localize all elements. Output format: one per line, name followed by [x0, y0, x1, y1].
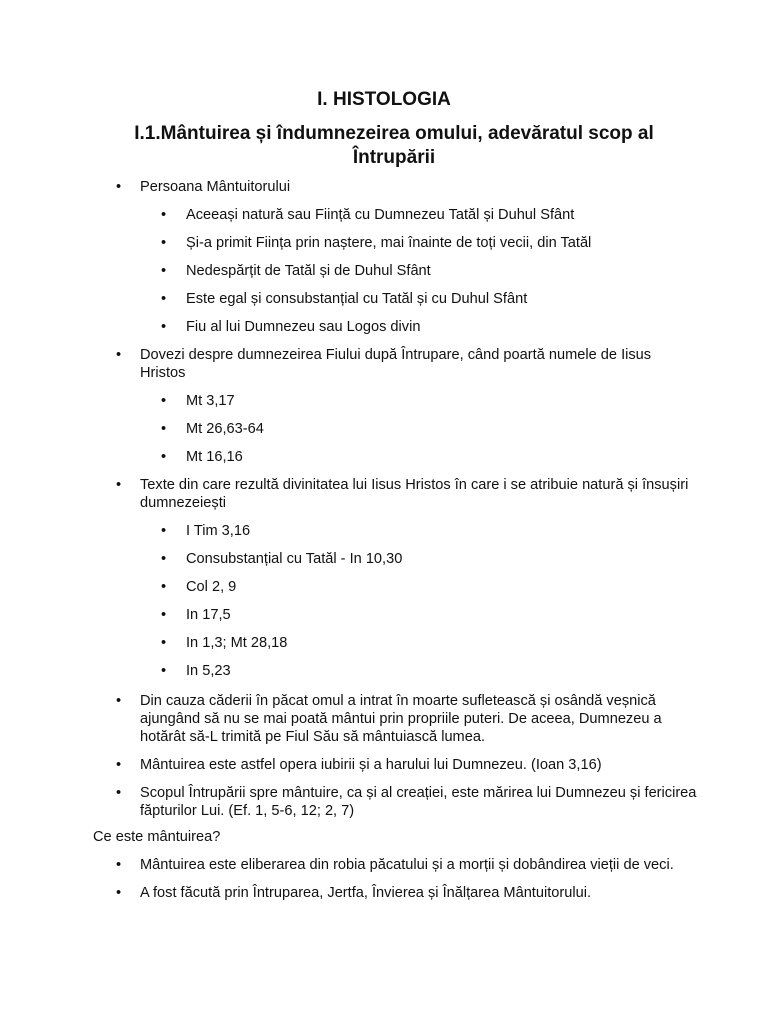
list-item-text: Scopul Întrupării spre mântuire, ca și al creației, este mărirea lui Dumnezeu și fericirea făpturilor Lui. (Ef. 1, 5-6, 12; 2, 7)	[140, 785, 697, 819]
list-item-divinity-proofs	[0, 346, 768, 382]
sub-list-item-text: In 5,23	[186, 663, 231, 679]
bullet: •	[116, 347, 122, 363]
document-subtitle: I.1.Mântuirea și îndumnezeirea omului, adevăratul scop al Întrupării	[134, 123, 654, 168]
sub-list-item-text: Mt 26,63-64	[186, 421, 264, 437]
sub-list-item	[0, 634, 768, 652]
sub-list-item	[0, 206, 768, 224]
sub-list-item	[0, 392, 768, 410]
list-item-salvation-means	[0, 884, 768, 902]
bullet: •	[116, 757, 122, 773]
sub-list-item	[0, 578, 768, 596]
bullet: •	[161, 449, 167, 465]
sub-list-item-text: Mt 3,17	[186, 393, 235, 409]
list-item-work-of-love	[0, 756, 768, 774]
bullet: •	[116, 885, 122, 901]
list-item-text: Din cauza căderii în păcat omul a intrat în moarte sufletească și osândă veșnică ajungând să nu se mai poată mântui prin propriile puteri. De aceea, Dumnezeu a hotărât să-L trimită pe Fiul Său să mântuiască lumea.	[140, 693, 662, 745]
sub-list-item	[0, 262, 768, 280]
bullet: •	[161, 523, 167, 539]
question-heading: Ce este mântuirea?	[93, 829, 221, 845]
list-item-text: Mântuirea este eliberarea din robia păcatului și a morții și dobândirea vieții de veci.	[140, 857, 674, 873]
sub-list-item	[0, 522, 768, 540]
bullet: •	[161, 291, 167, 307]
bullet: •	[161, 207, 167, 223]
sub-list-item-text: In 17,5	[186, 607, 231, 623]
sub-list-item-text: Și-a primit Ființa prin naștere, mai înainte de toți vecii, din Tatăl	[186, 235, 592, 251]
sub-list-item-text: Consubstanțial cu Tatăl - In 10,30	[186, 551, 403, 567]
sub-list-item-text: Mt 16,16	[186, 449, 243, 465]
sub-list-item-text: Este egal și consubstanțial cu Tatăl și cu Duhul Sfânt	[186, 291, 528, 307]
list-item-divinity-texts	[0, 476, 768, 512]
sub-list-item-text: Col 2, 9	[186, 579, 237, 595]
bullet: •	[161, 393, 167, 409]
document-title: I. HISTOLOGIA	[317, 89, 451, 110]
bullet: •	[161, 635, 167, 651]
list-item-fall-into-sin	[0, 692, 768, 746]
list-item-text: Texte din care rezultă divinitatea lui Iisus Hristos în care i se atribuie natură și însușiri dumnezeiești	[140, 477, 689, 511]
list-item-text: Mântuirea este astfel opera iubirii și a harului lui Dumnezeu. (Ioan 3,16)	[140, 757, 602, 773]
bullet: •	[116, 857, 122, 873]
bullet: •	[116, 179, 122, 195]
sub-list-item	[0, 234, 768, 252]
bullet: •	[116, 693, 122, 709]
sub-list-item	[0, 606, 768, 624]
list-item-text: Dovezi despre dumnezeirea Fiului după Întrupare, când poartă numele de Iisus Hristos	[140, 347, 652, 381]
sub-list-item-text: I Tim 3,16	[186, 523, 251, 539]
bullet: •	[161, 263, 167, 279]
bullet: •	[161, 551, 167, 567]
sub-list-item	[0, 420, 768, 438]
bullet: •	[161, 663, 167, 679]
bullet: •	[161, 421, 167, 437]
bullet: •	[161, 607, 167, 623]
sub-list-item	[0, 318, 768, 336]
sub-list-item-text: In 1,3; Mt 28,18	[186, 635, 288, 651]
list-item-text: A fost făcută prin Întruparea, Jertfa, Învierea și Înălțarea Mântuitorului.	[140, 885, 592, 901]
sub-list-item-text: Fiu al lui Dumnezeu sau Logos divin	[186, 319, 421, 335]
list-item-text: Persoana Mântuitorului	[140, 179, 291, 195]
list-item-person-of-savior	[0, 178, 768, 196]
bullet: •	[161, 235, 167, 251]
list-item-purpose-of-incarnation	[0, 784, 768, 820]
bullet: •	[161, 579, 167, 595]
sub-list-item	[0, 662, 768, 680]
list-item-salvation-definition	[0, 856, 768, 874]
sub-list-item	[0, 550, 768, 568]
document-body	[0, 178, 768, 902]
sub-list-item-text: Nedespărțit de Tatăl și de Duhul Sfânt	[186, 263, 431, 279]
sub-list-item	[0, 290, 768, 308]
sub-list-item	[0, 448, 768, 466]
bullet: •	[161, 319, 167, 335]
bullet: •	[116, 477, 122, 493]
sub-list-item-text: Aceeași natură sau Ființă cu Dumnezeu Tatăl și Duhul Sfânt	[186, 207, 575, 223]
bullet: •	[116, 785, 122, 801]
